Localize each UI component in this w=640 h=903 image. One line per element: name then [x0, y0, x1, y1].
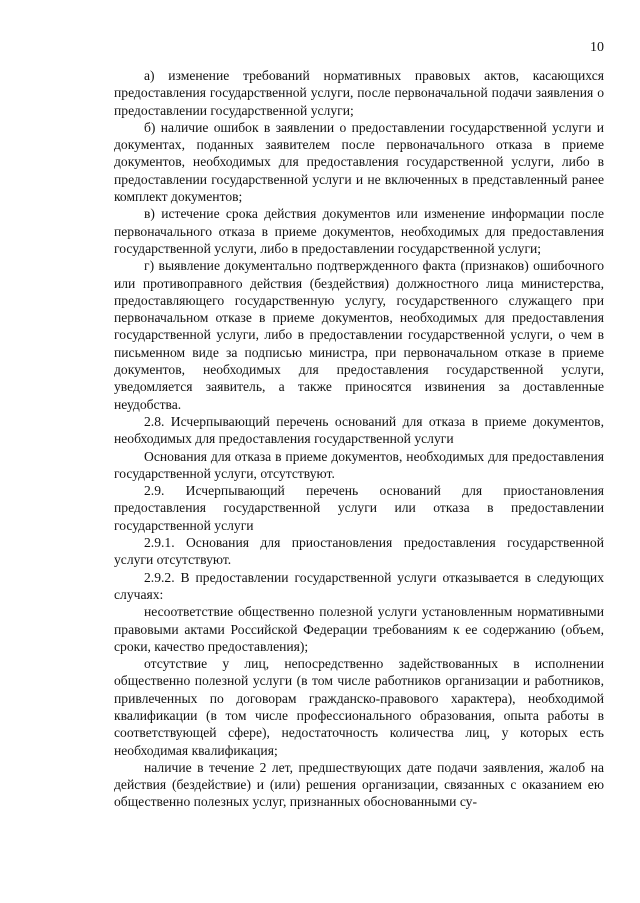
paragraph-item-a: а) изменение требований нормативных правовых актов, касающихся предоставления государственной услуги, после первоначальной подачи заявления о предоставлении государственной услуги;: [114, 68, 604, 118]
paragraph-item-g: г) выявление документально подтвержденного факта (признаков) ошибочного или противоправного действия (бездействия) должностного лица министерства, предоставляющего государственную услугу, государственного служащего при первоначальном отказе в приеме документов, необходимых для предоставления государственной услуги, либо в предоставлении государственной услуги, о чем в письменном виде за подписью министра, при первоначальном отказе в приеме документов, необходимых для предоставления государственной услуги, уведомляется заявитель, а также приносятся извинения за доставленные неудобства.: [114, 258, 604, 412]
page-number: 10: [590, 40, 604, 55]
refusal-case-3: наличие в течение 2 лет, предшествующих дате подачи заявления, жалоб на действия (бездействие) и (или) решения организации, связанных с оказанием ею общественно полезных услуг, признанных обоснованными су-: [114, 759, 604, 810]
paragraph-2-8-text: Основания для отказа в приеме документов, необходимых для предоставления государственной услуги, отсутствуют.: [114, 448, 604, 481]
paragraph-2-9-1: 2.9.1. Основания для приостановления предоставления государственной услуги отсутствуют.: [114, 535, 604, 568]
refusal-case-1: несоответствие общественно полезной услуги установленным нормативными правовыми актами Российской Федерации требованиям к ее содержанию (объем, сроки, качество предоставления);: [114, 604, 604, 654]
paragraph-2-9-2: 2.9.2. В предоставлении государственной услуги отказывается в следующих случаях:: [114, 569, 604, 602]
paragraph-item-b: б) наличие ошибок в заявлении о предоставлении государственной услуги и документах, поданных заявителем после первоначального отказа в приеме документов, необходимых для предоставления государственной услуги, либо в предоставлении государственной услуги и не включенных в представленный ранее комплект документов;: [114, 119, 604, 205]
section-heading-2-8: 2.8. Исчерпывающий перечень оснований для отказа в приеме документов, необходимых для предоставления государственной услуги: [114, 413, 604, 447]
refusal-case-2: отсутствие у лиц, непосредственно задействованных в исполнении общественно полезной услуги (в том числе работников организации и работников, привлеченных по договорам гражданско-правового характера), необходимой квалификации (в том числе профессионального образования, опыта работы в соответствующей сфере), недостаточность количества лиц, у которых есть необходимая квалификация;: [114, 656, 604, 758]
document-body: [114, 67, 604, 811]
section-heading-2-9: 2.9. Исчерпывающий перечень оснований для приостановления предоставления государственной услуги или отказа в предоставлении государственной услуги: [114, 483, 604, 533]
paragraph-item-v: в) истечение срока действия документов или изменение информации после первоначального отказа в приеме документов, необходимых для предоставления государственной услуги, либо в предоставлении государственной услуги;: [114, 206, 604, 256]
